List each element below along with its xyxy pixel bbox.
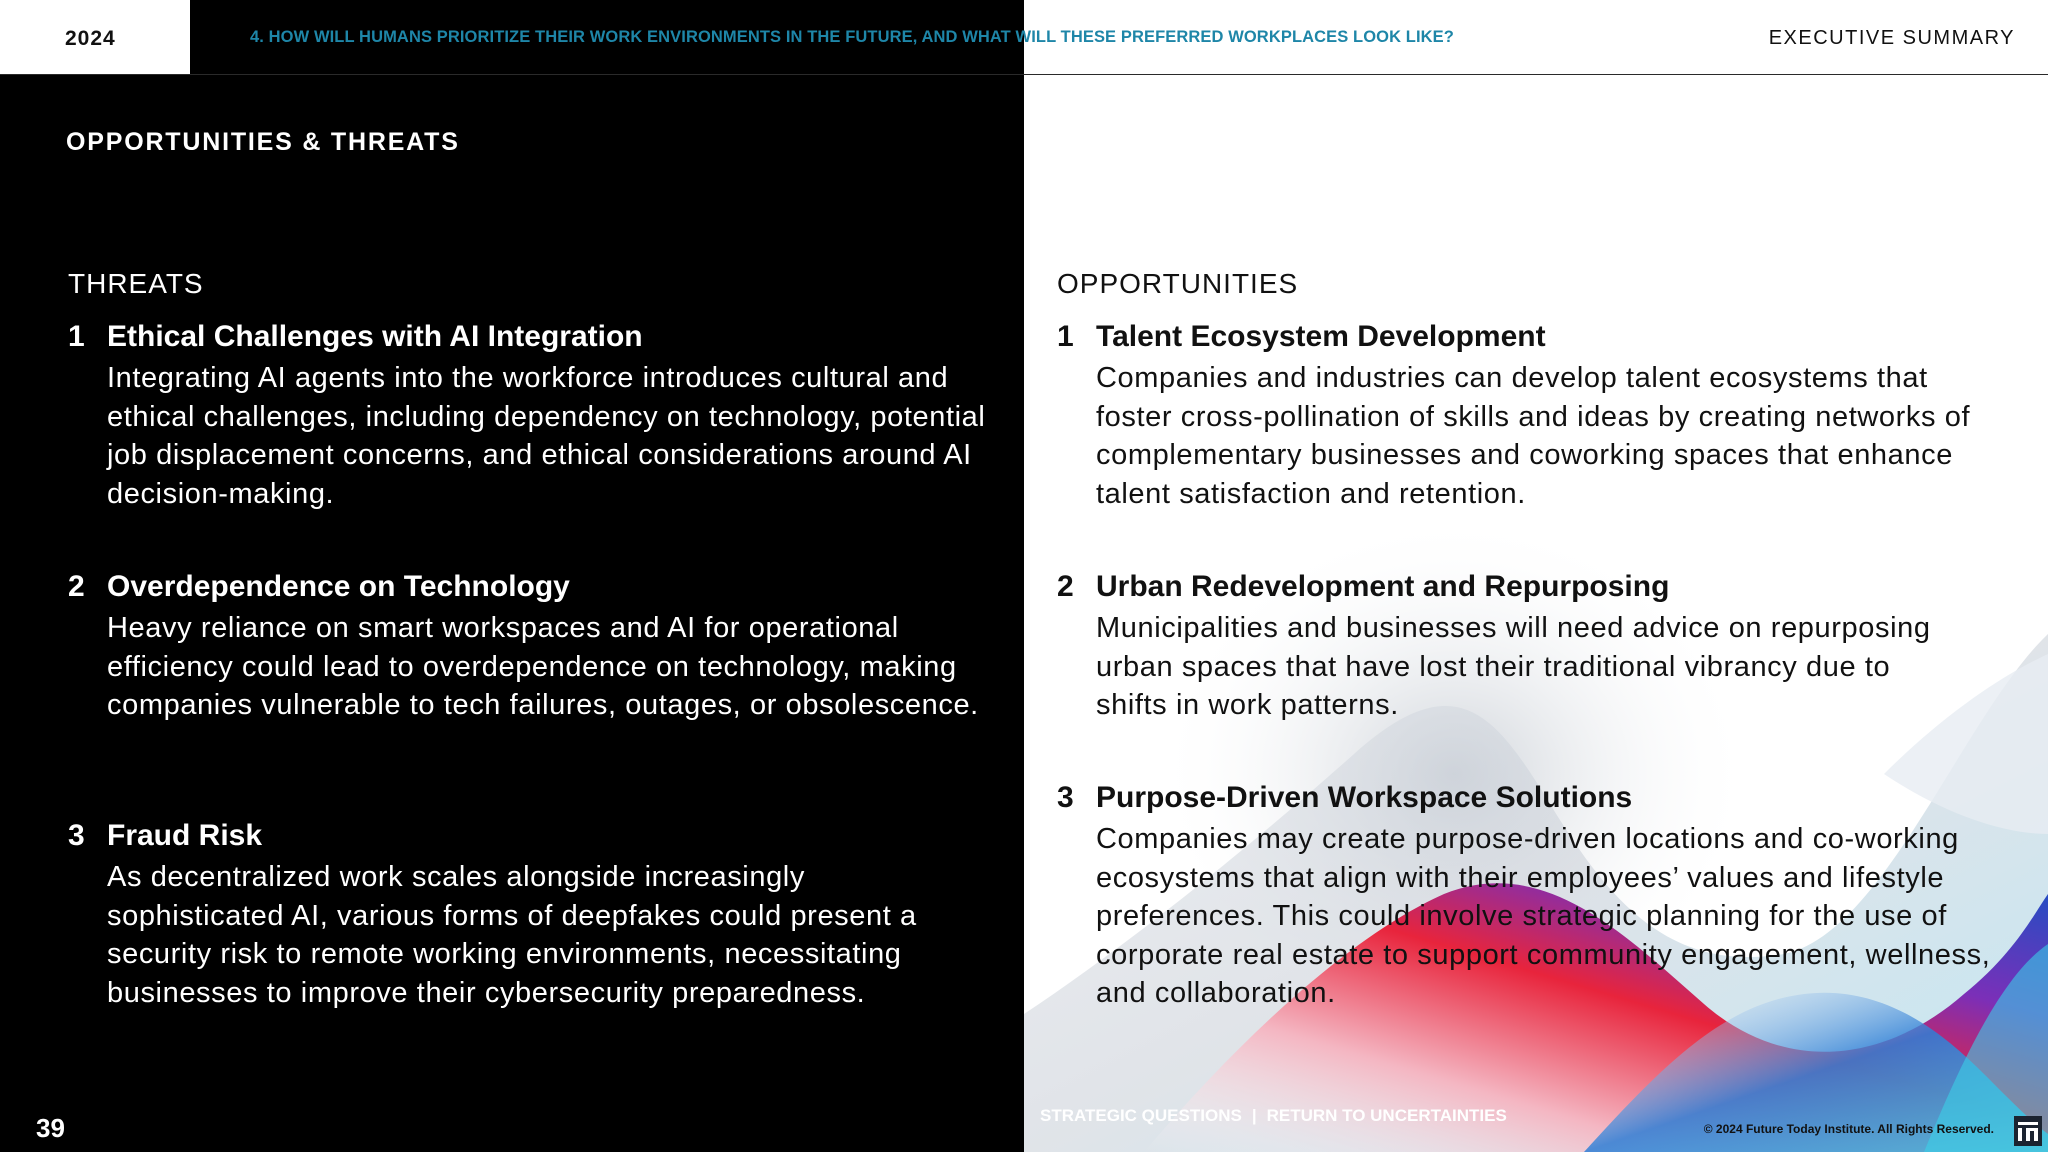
opportunity-number: 2 — [1057, 570, 1074, 603]
section-question-link[interactable]: 4. HOW WILL HUMANS PRIORITIZE THEIR WORK ENVIRONMENTS IN THE FUTURE, AND WHAT WILL THESE PREFERRED WORKPLACES LOOK LIKE? — [250, 28, 1454, 46]
threat-body: Integrating AI agents into the workforce introduces cultural and ethical challenges, including dependency on technology, potential job displacement concerns, and ethical considerations around AI decision-making. — [107, 362, 986, 510]
opportunities-title: OPPORTUNITIES — [1057, 268, 1299, 299]
footer-separator: | — [1251, 1106, 1257, 1125]
threat-number: 3 — [68, 819, 85, 852]
report-year: 2024 — [65, 27, 116, 50]
threat-body: Heavy reliance on smart workspaces and AI for operational efficiency could lead to overdependence on technology, making companies vulnerable to tech failures, outages, or obsolescence. — [107, 612, 979, 721]
opportunity-title: Purpose-Driven Workspace Solutions — [1096, 781, 1633, 814]
executive-summary-label: EXECUTIVE SUMMARY — [1768, 27, 2015, 49]
footer-nav — [1040, 1106, 1507, 1126]
opportunity-body: Municipalities and businesses will need advice on repurposing urban spaces that have lost their traditional vibrancy due to shifts in work patterns. — [1096, 612, 1931, 721]
year-box — [0, 0, 190, 74]
threat-number: 1 — [68, 320, 85, 353]
opportunity-title: Talent Ecosystem Development — [1096, 320, 1546, 353]
opportunity-body: Companies may create purpose-driven locations and co-working ecosystems that align with their employees’ values and lifestyle preferences. This could involve strategic planning for the use of corporate real estate to support community engagement, wellness, and collaboration. — [1096, 823, 1991, 1009]
page-number: 39 — [36, 1113, 65, 1143]
threat-title: Overdependence on Technology — [107, 570, 570, 603]
opportunity-number: 3 — [1057, 781, 1074, 814]
fti-logo-icon — [2014, 1116, 2042, 1146]
return-to-uncertainties-link[interactable]: RETURN TO UNCERTAINTIES — [1266, 1106, 1507, 1125]
threat-body: As decentralized work scales alongside increasingly sophisticated AI, various forms of deepfakes could present a security risk to remote working environments, necessitating businesses to improve their cybersecurity preparedness. — [107, 861, 917, 1009]
threat-title: Fraud Risk — [107, 819, 263, 852]
opportunity-title: Urban Redevelopment and Repurposing — [1096, 570, 1670, 603]
page-heading: OPPORTUNITIES & THREATS — [66, 128, 460, 156]
copyright-notice: © 2024 Future Today Institute. All Rights Reserved. — [1703, 1122, 1994, 1136]
threat-number: 2 — [68, 570, 85, 603]
threat-title: Ethical Challenges with AI Integration — [107, 320, 643, 353]
strategic-questions-link[interactable]: STRATEGIC QUESTIONS — [1040, 1106, 1242, 1125]
threats-title: THREATS — [68, 268, 204, 299]
top-bar — [0, 0, 2048, 75]
opportunity-body: Companies and industries can develop talent ecosystems that foster cross-pollination of skills and ideas by creating networks of complementary businesses and coworking spaces that enhance talent satisfaction and retention. — [1096, 362, 1971, 510]
opportunity-number: 1 — [1057, 320, 1074, 353]
